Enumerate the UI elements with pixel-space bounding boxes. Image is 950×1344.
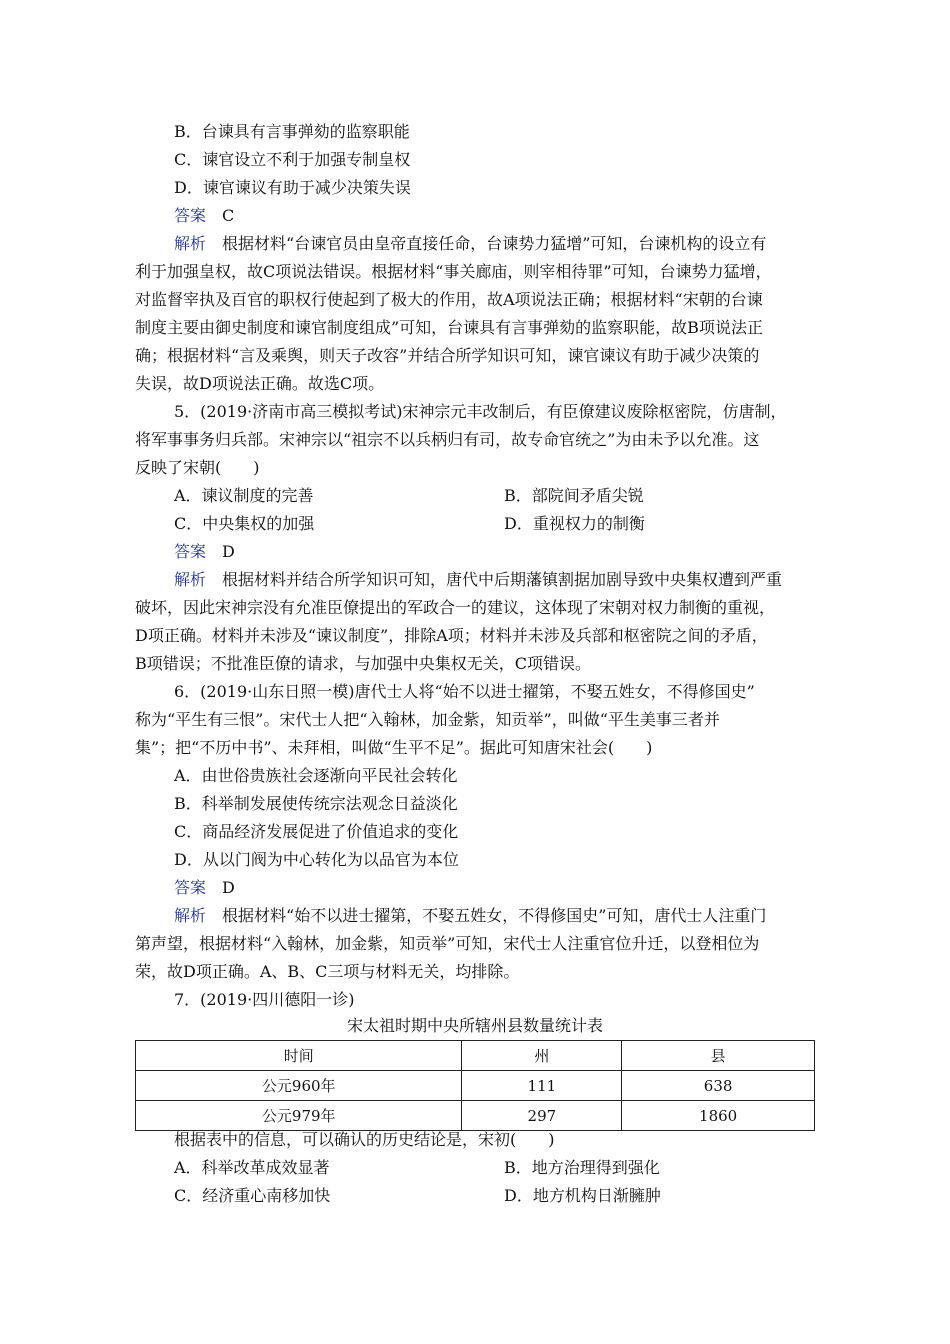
q5-option-a: A．谏议制度的完善 — [174, 486, 314, 505]
q7-question: 根据表中的信息，可以确认的历史结论是，宋初( ) — [174, 1130, 555, 1149]
table-cell: 638 — [622, 1071, 815, 1101]
q4-analysis-line: 制度主要由御史制度和谏官制度组成”可知，台谏具有言事弹劾的监察职能，故B项说法正 — [135, 318, 763, 337]
table-cell: 1860 — [622, 1101, 815, 1131]
analysis-label: 解析 — [174, 906, 207, 925]
q5-analysis-line: 破坏，因此宋神宗没有允准臣僚提出的军政合一的建议，这体现了宋朝对权力制衡的重视， — [135, 598, 776, 617]
q4-analysis-line: 确；根据材料“言及乘舆，则天子改容”并结合所学知识可知，谏官谏议有助于减少决策的 — [135, 346, 760, 365]
analysis-label: 解析 — [174, 234, 207, 253]
q5-options-row — [174, 486, 854, 506]
q6-option-d: D．从以门阀为中心转化为以品官为本位 — [174, 850, 459, 869]
q5-answer — [174, 542, 815, 562]
q5-analysis-line: D项正确。材料并未涉及“谏议制度”，排除A项；材料并未涉及兵部和枢密院之间的矛盾， — [135, 626, 768, 645]
q4-analysis-line: 对监督宰执及百官的职权行使起到了极大的作用，故A项说法正确；根据材料“宋朝的台谏 — [135, 290, 763, 309]
q7-option-d: D．地方机构日渐臃肿 — [504, 1186, 661, 1205]
q7-option-b: B．地方治理得到强化 — [504, 1158, 660, 1177]
answer-value: D — [222, 542, 235, 561]
q7-options-row — [174, 1186, 854, 1206]
answer-label: 答案 — [174, 542, 207, 561]
q6-stem-line: 6．(2019·山东日照一模)唐代士人将“始不以进士擢第，不娶五姓女，不得修国史” — [174, 682, 755, 701]
table-cell: 297 — [462, 1101, 622, 1131]
q7-options-row — [174, 1158, 854, 1178]
q4-analysis-line: 解析 根据材料“台谏官员由皇帝直接任命，台谏势力猛增”可知，台谏机构的设立有 — [174, 234, 767, 253]
answer-label: 答案 — [174, 206, 207, 225]
q6-analysis-line: 解析 根据材料“始不以进士擢第，不娶五姓女，不得修国史”可知，唐代士人注重门 — [174, 906, 767, 925]
table-header-cell: 县 — [622, 1041, 815, 1071]
q5-option-b: B．部院间矛盾尖锐 — [504, 486, 644, 505]
q6-option-a: A．由世俗贵族社会逐渐向平民社会转化 — [174, 766, 458, 785]
q4-answer — [174, 206, 815, 226]
table-cell: 公元979年 — [136, 1101, 462, 1131]
q5-stem-line: 5．(2019·济南市高三模拟考试)宋神宗元丰改制后，有臣僚建议废除枢密院，仿唐制， — [174, 402, 787, 421]
table-cell: 公元960年 — [136, 1071, 462, 1101]
q6-stem-line: 集”；把“不历中书”、未拜相，叫做“生平不足”。据此可知唐宋社会( ) — [135, 738, 653, 757]
q5-analysis-line: 解析 根据材料并结合所学知识可知，唐代中后期藩镇割据加剧导致中央集权遭到严重 — [174, 570, 783, 589]
q5-stem-line: 将军事事务归兵部。宋神宗以“祖宗不以兵柄归有司，故专命官统之”为由未予以允准。这 — [135, 430, 760, 449]
q6-analysis-line: 第声望，根据材料“入翰林，加金紫，知贡举”可知，宋代士人注重官位升迁，以登相位为 — [135, 934, 760, 953]
table-cell: 111 — [462, 1071, 622, 1101]
q4-option-b: B．台谏具有言事弹劾的监察职能 — [174, 122, 410, 141]
table-row — [136, 1101, 815, 1131]
answer-value: C — [222, 206, 235, 225]
answer-value: D — [222, 878, 235, 897]
q4-option-c: C．谏官设立不利于加强专制皇权 — [174, 150, 411, 169]
q7-option-c: C．经济重心南移加快 — [174, 1186, 331, 1205]
table-header-cell: 时间 — [136, 1041, 462, 1071]
q6-answer — [174, 878, 815, 898]
q6-stem-line: 称为“平生有三恨”。宋代士人把“入翰林，加金紫，知贡举”，叫做“平生美事三者并 — [135, 710, 720, 729]
q5-option-d: D．重视权力的制衡 — [504, 514, 645, 533]
q4-analysis-line: 失误，故D项说法正确。故选C项。 — [135, 374, 385, 393]
table-header-cell: 州 — [462, 1041, 622, 1071]
table-title: 宋太祖时期中央所辖州县数量统计表 — [346, 1016, 603, 1035]
q6-option-b: B．科举制发展使传统宗法观念日益淡化 — [174, 794, 458, 813]
q5-option-c: C．中央集权的加强 — [174, 514, 315, 533]
q7-option-a: A．科举改革成效显著 — [174, 1158, 330, 1177]
q5-options-row — [174, 514, 854, 534]
q4-option-d: D．谏官谏议有助于减少决策失误 — [174, 178, 411, 197]
table-header-row — [136, 1041, 815, 1071]
analysis-label: 解析 — [174, 570, 207, 589]
statistics-table — [135, 1040, 815, 1131]
table-row — [136, 1071, 815, 1101]
q6-option-c: C．商品经济发展促进了价值追求的变化 — [174, 822, 459, 841]
answer-label: 答案 — [174, 878, 207, 897]
q7-stem: 7．(2019·四川德阳一诊) — [174, 990, 355, 1009]
q6-analysis-line: 荣，故D项正确。A、B、C三项与材料无关，均排除。 — [135, 962, 520, 981]
q4-analysis-line: 利于加强皇权，故C项说法错误。根据材料“事关廊庙，则宰相待罪”可知，台谏势力猛增， — [135, 262, 772, 281]
q5-analysis-line: B项错误；不批准臣僚的请求，与加强中央集权无关，C项错误。 — [135, 654, 592, 673]
q5-stem-line: 反映了宋朝( ) — [135, 458, 260, 477]
